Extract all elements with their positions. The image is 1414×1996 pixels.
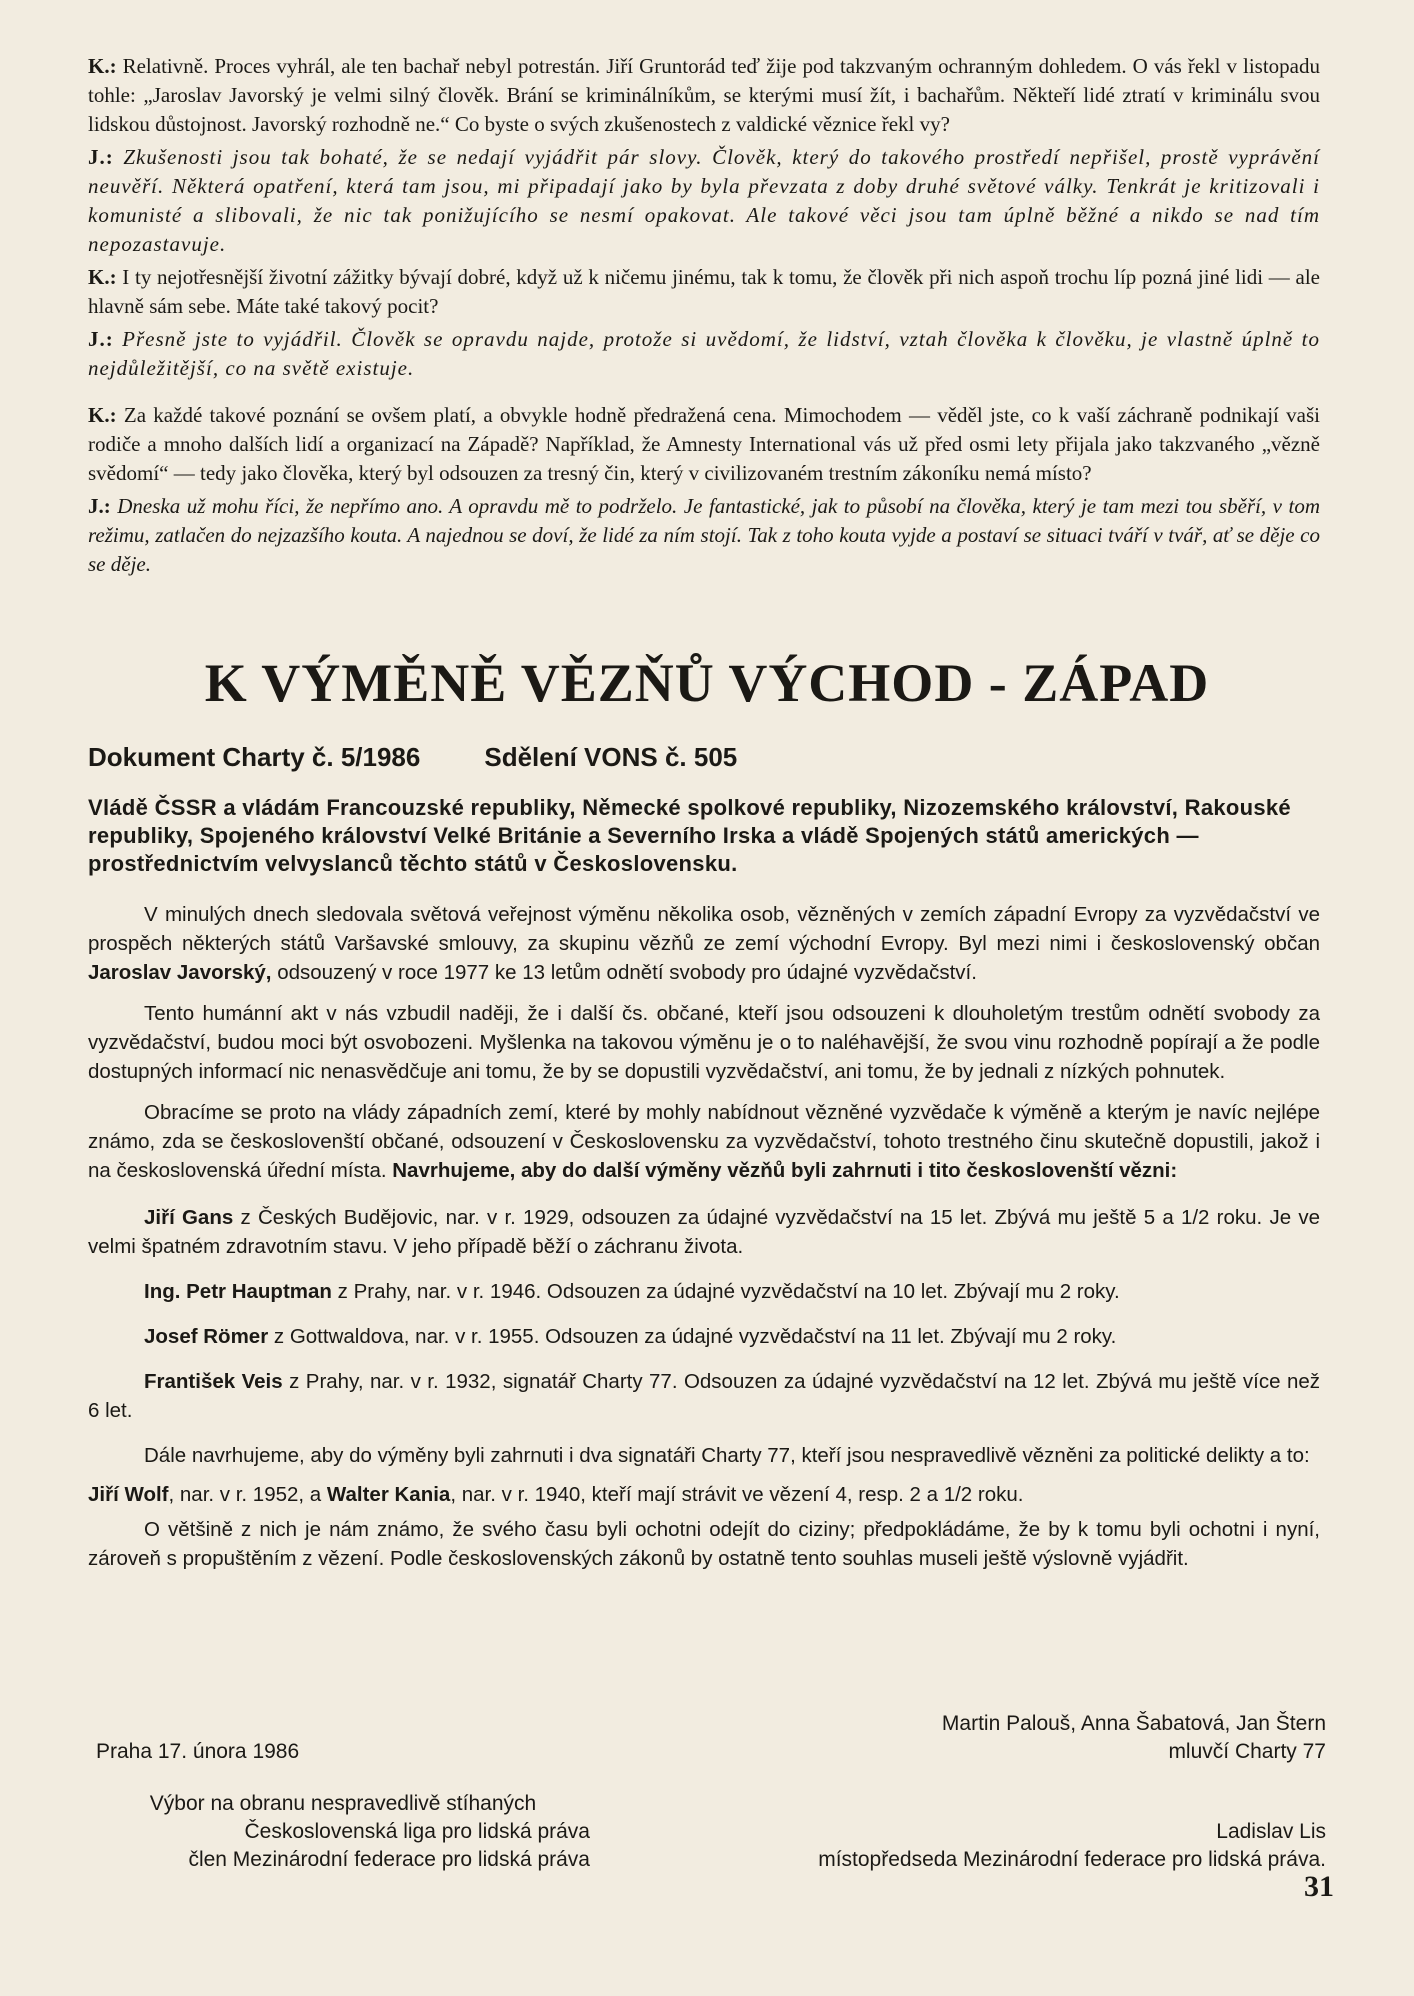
prisoner-entry <box>88 1322 1320 1351</box>
person-name: Walter Kania <box>326 1483 451 1506</box>
vons-name: Výbor na obranu nespravedlivě stíhaných <box>149 1792 537 1815</box>
paragraph-4: Dále navrhujeme, aby do výměny byli zahrnuti i dva signatáři Charty 77, kteří jsou nespravedlivě vězněni za politické delikty a to: <box>144 1444 1310 1467</box>
interview-answer-2 <box>88 325 1320 383</box>
interview-answer-1 <box>88 143 1320 259</box>
speaker-k: K.: <box>88 54 117 78</box>
charter-doc-number: Dokument Charty č. 5/1986 <box>88 742 421 772</box>
prisoner-name: Jiří Gans <box>144 1206 234 1229</box>
paragraph-1 <box>88 900 1320 987</box>
lis-signature <box>818 1818 1326 1874</box>
prisoner-entry <box>88 1203 1320 1261</box>
prisoner-name: Ing. Petr Hauptman <box>144 1280 332 1303</box>
paragraph-3 <box>88 1098 1320 1185</box>
question-text: I ty nejotřesnější životní zážitky bývají dobré, když už k ničemu jinému, tak k tomu, že člověk při nich aspoň trochu líp pozná jiné lidi — ale hlavně sám sebe. Máte také takový pocit? <box>88 265 1320 318</box>
interview-answer-3 <box>88 492 1320 579</box>
interview-question-2 <box>88 263 1320 321</box>
proposal-text: Navrhujeme, aby do další výměny vězňů byli zahrnuti i tito českoslovenští vězni: <box>392 1159 1178 1182</box>
prisoner-name: Josef Römer <box>144 1325 269 1348</box>
vons-number: Sdělení VONS č. 505 <box>484 742 738 772</box>
speaker-j: J.: <box>88 494 111 518</box>
answer-text: Zkušenosti jsou tak bohaté, že se nedají vyjádřit pár slovy. Člověk, který do takového prostředí nepřišel, prostě vyprávění neuvěří. Některá opatření, která tam jsou, mi připadají jako by byla převzata z doby druhé světové války. Tenkrát je kritizovali i komunisté a slibovali, že nic tak ponižujícího se nesmí opakovat. Ale takové věci jsou tam úplně běžné a nikdo se nad tím nepozastavuje. <box>88 145 1321 256</box>
speaker-k: K.: <box>88 403 117 427</box>
paragraph-text: odsouzený v roce 1977 ke 13 letům odnětí svobody pro údajné vyzvědačství. <box>277 961 977 984</box>
paragraph-5 <box>88 1480 1320 1509</box>
article-headline: K VÝMĚNĚ VĚZŇŮ VÝCHOD - ZÁPAD <box>204 653 1210 713</box>
prisoner-details: z Gottwaldova, nar. v r. 1955. Odsouzen za údajné vyzvědačství na 11 let. Zbývají mu 2 roky. <box>273 1325 1117 1348</box>
question-text: Za každé takové poznání se ovšem platí, a obvykle hodně předražená cena. Mimochodem — věděl jste, co k vaší záchraně podnikají vaši rodiče a mnoho dalších lidí a organizací na Západě? Například, že Amnesty International vás už před osmi lety přijala jako takzvaného „vězně svědomí“ — tedy jako člověka, který byl odsouzen za tresný čin, který v civilizovaném trestním zákoníku nemá místo? <box>88 403 1321 485</box>
speaker-j: J.: <box>88 145 114 169</box>
question-text: Relativně. Proces vyhrál, ale ten bachař nebyl potrestán. Jiří Gruntorád teď žije pod takzvaným ochranným dohledem. O vás řekl v listopadu tohle: „Jaroslav Javorský je velmi silný člověk. Brání se kriminálníkům, se kterými musí žít, i bachařům. Někteří lidé ztratí v kriminálu svou lidskou důstojnost. Javorský rozhodně ne.“ Co byste o svých zkušenostech z valdické věznice řekl vy? <box>88 54 1320 136</box>
person-name: Jiří Wolf <box>88 1483 169 1506</box>
answer-text: Dneska už mohu říci, že nepřímo ano. A opravdu mě to podrželo. Je fantastické, jak to působí na člověka, který je tam mezi tou sběří, v tom režimu, zatlačen do nejzazšího kouta. A najednou se doví, že lidé za ním stojí. Tak z toho kouta vyjde a postaví se situaci tváří v tvář, ať se děje co se děje. <box>88 494 1320 576</box>
addressee-block <box>88 794 1320 878</box>
vons-signature <box>96 1790 590 1874</box>
prisoner-entry <box>88 1277 1320 1306</box>
paragraph-6: O většině z nich je nám známo, že svého času byli ochotni odejít do ciziny; předpokládáme, že by k tomu byli ochotni i nyní, zároveň s propuštěním z vězení. Podle československých zákonů by ostatně tento souhlas museli ještě výslovně vyjádřit. <box>88 1518 1320 1570</box>
paragraph-2: Tento humánní akt v nás vzbudil naději, že i další čs. občané, kteří jsou odsouzeni k dlouholetým trestům odnětí svobody za vyzvědačství, budou moci být osvobozeni. Myšlenka na takovou výměnu je o to naléhavější, že svou vinu rozhodně popírají a že podle dostupných informací nic nenasvědčuje ani tomu, že by se dopustili vyzvědačství, ani tomu, že by jednali z nízkých pohnutek. <box>88 1002 1320 1083</box>
prisoner-details: z Českých Budějovic, nar. v r. 1929, odsouzen za údajné vyzvědačství na 15 let. Zbývá mu ještě 5 a 1/2 roku. Je ve velmi špatném zdravotním stavu. V jeho případě běží o záchranu života. <box>88 1206 1320 1258</box>
answer-text: Přesně jste to vyjádřil. Člověk se opravdu najde, protože si uvědomí, že lidství, vztah člověka k člověku, je vlastně úplně to nejdůležitější, co na světě existuje. <box>88 327 1321 380</box>
paragraph-text: Obracíme se proto na vlády západních zemí, které by mohly nabídnout vězněné vyzvědače k výměně a kterým je navíc nejlépe známo, zda se českoslovenští občané, odsouzení v Československu za vyzvědačství, tohoto trestného činu skutečně dopustili, jakož i na československá úřední místa. <box>88 1101 1320 1182</box>
place-date: Praha 17. února 1986 <box>96 1740 300 1763</box>
prisoner-name: František Veis <box>144 1370 283 1393</box>
league-name: Československá liga pro lidská práva <box>244 1820 590 1843</box>
addressee-text: Vládě ČSSR a vládám Francouzské republiky, Německé spolkové republiky, Nizozemského království, Rakouské republiky, Spojeného království Velké Británie a Severního Irska a vládě Spojených států amerických — prostřednictvím velvyslanců těchto států v Československu. <box>88 795 1291 876</box>
prisoner-details: z Prahy, nar. v r. 1932, signatář Charty 77. Odsouzen za údajné vyzvědačství na 12 let. Zbývá mu ještě více než 6 let. <box>88 1370 1321 1422</box>
lis-name: Ladislav Lis <box>1216 1820 1326 1843</box>
interview-section <box>88 52 1320 579</box>
lis-role: místopředseda Mezinárodní federace pro lidská práva. <box>818 1848 1326 1871</box>
prisoner-entry <box>88 1367 1320 1425</box>
signer-names: Martin Palouš, Anna Šabatová, Jan Štern <box>941 1712 1326 1735</box>
article-body <box>88 900 1320 1573</box>
page-number: 31 <box>1304 1870 1334 1903</box>
speaker-k: K.: <box>88 265 117 289</box>
membership: člen Mezinárodní federace pro lidská práva <box>188 1848 590 1871</box>
document-reference <box>88 742 737 773</box>
signer-role: mluvčí Charty 77 <box>1168 1740 1326 1763</box>
person-name: Jaroslav Javorský, <box>88 961 272 984</box>
interview-question-3 <box>88 401 1320 488</box>
speaker-j: J.: <box>88 327 114 351</box>
charter-signers <box>942 1710 1326 1766</box>
paragraph-text: , nar. v r. 1940, kteří mají strávit ve vězení 4, resp. 2 a 1/2 roku. <box>450 1483 1024 1506</box>
prisoner-details: z Prahy, nar. v r. 1946. Odsouzen za údajné vyzvědačství na 10 let. Zbývají mu 2 roky. <box>337 1280 1120 1303</box>
paragraph-text: V minulých dnech sledovala světová veřejnost výměnu několika osob, vězněných v zemích západní Evropy za vyzvědačství ve prospěch některých států Varšavské smlouvy, za skupinu vězňů ze zemí východní Evropy. Byl mezi nimi i československý občan <box>88 903 1320 955</box>
interview-question-1 <box>88 52 1320 139</box>
paragraph-text: , nar. v r. 1952, a <box>168 1483 322 1506</box>
